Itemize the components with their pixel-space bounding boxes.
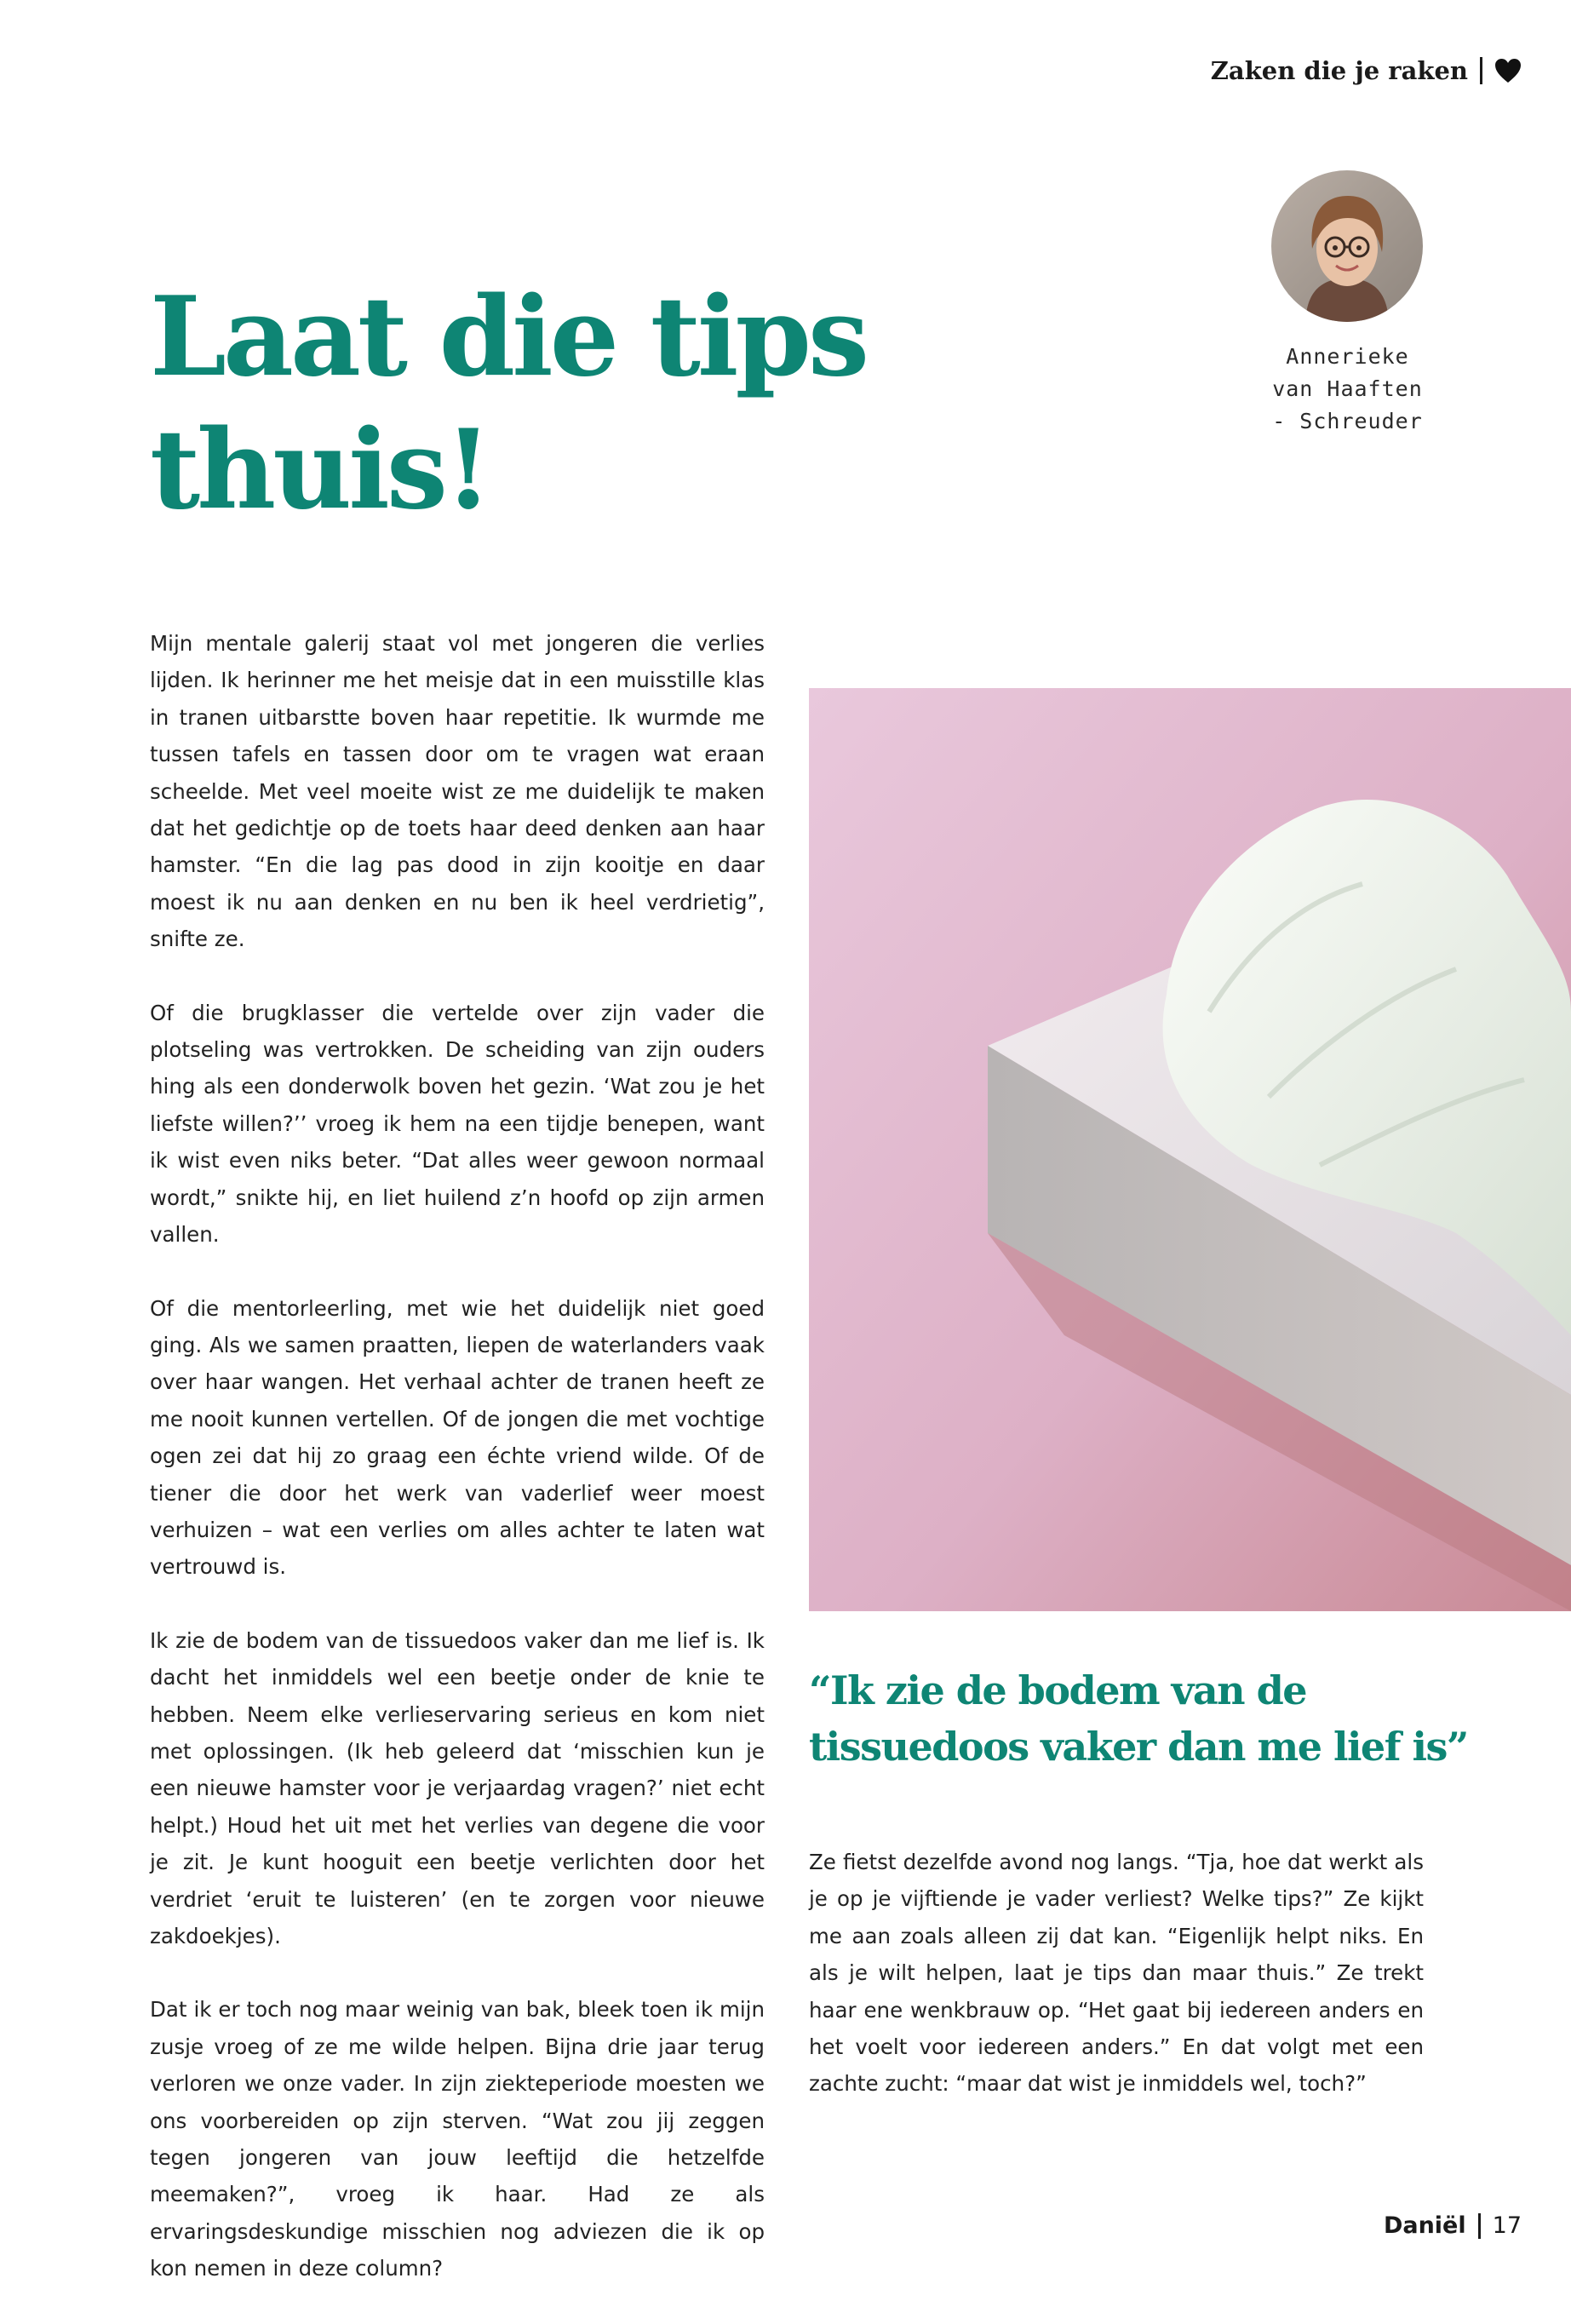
body-paragraph: Ze fietst dezelfde avond nog langs. “Tja, hoe dat werkt als je op je vijftiende je vader verliest? Welke tips?” Ze kijkt me aan zoals alleen zij dat kan. “Eigenlijk helpt niks. En als je wilt helpen, laat je tips dan maar thuis.” Ze trekt haar ene wenkbrauw op. “Het gaat bij iedereen anders en het voelt voor iedereen anders.” En dat volgt met een zachte zucht: “maar dat wist je inmiddels wel, toch?”	[809, 1850, 1424, 2097]
author-name	[1209, 341, 1486, 438]
body-paragraph: Dat ik er toch nog maar weinig van bak, bleek toen ik mijn zusje vroeg of ze me wilde helpen. Bijna drie jaar terug verloren we onze vader. In zijn ziekteperiode moesten we ons voorbereiden op zijn sterven. “Wat zou jij zeggen tegen jongeren van jouw leeftijd die hetzelfde meemaken?”, vroeg ik haar. Had ze als ervaringsdeskundige misschien nog adviezen die ik op kon nemen in deze column?	[150, 1997, 765, 2281]
section-rubric: Zaken die je raken	[1210, 56, 1468, 85]
body-paragraph: Of die mentorleerling, met wie het duidelijk niet goed ging. Als we samen praatten, liepen de waterlanders vaak over haar wangen. Het verhaal achter de tranen heeft ze me nooit kunnen vertellen. Of de jongen die met vochtige ogen zei dat hij zo graag een échte vriend wilde. Of de tiener die door het werk van vaderlief weer moest verhuizen – wat een verlies om alles achter te laten wat vertrouwd is.	[150, 1295, 765, 1580]
article-title	[150, 271, 866, 537]
author-name-line-3: - Schreuder	[1272, 409, 1423, 433]
title-line-2: thuis!	[150, 406, 490, 534]
article-body-right-column	[809, 1844, 1424, 2139]
tissue-box-photo	[809, 688, 1571, 1611]
heart-icon	[1494, 58, 1522, 83]
title-line-1: Laat die tips	[150, 273, 866, 401]
author-avatar	[1271, 170, 1423, 322]
magazine-name: Daniël	[1383, 2212, 1466, 2239]
section-header	[1211, 56, 1522, 85]
body-paragraph: Mijn mentale galerij staat vol met jongeren die verlies lijden. Ik herinner me het meisje dat in een muisstille klas in tranen uitbarstte boven haar repetitie. Ik wurmde me tussen tafels en tassen door om te vragen wat eraan scheelde. Met veel moeite wist ze me duidelijk te maken dat het gedichtje op de toets haar deed denken aan haar hamster. “En die lag pas dood in zijn kooitje en daar moest ik nu aan denken en nu ben ik heel verdrietig”, snifte ze.	[150, 631, 765, 952]
pull-quote-line-1: “Ik zie de bodem van de	[809, 1667, 1307, 1713]
footer-divider	[1478, 2213, 1481, 2239]
body-paragraph: Of die brugklasser die vertelde over zijn vader die plotseling was vertrokken. De scheiding van zijn ouders hing als een donderwolk boven het gezin. ‘Wat zou je het liefste willen?’’ vroeg ik hem na een tijdje benepen, want ik wist even niks beter. “Dat alles weer gewoon normaal wordt,” snikte hij, en liet huilend z’n hoofd op zijn armen vallen.	[150, 1000, 765, 1248]
pull-quote-line-2: tissuedoos vaker dan me lief is”	[809, 1724, 1468, 1770]
article-body-left-column	[150, 625, 765, 2324]
body-paragraph: Ik zie de bodem van de tissuedoos vaker dan me lief is. Ik dacht het inmiddels wel een beetje onder de knie te hebben. Neem elke verlieservaring serieus en kom niet met oplossingen. (Ik heb geleerd dat ‘misschien kun je een nieuwe hamster voor je verjaardag vragen?’ niet echt helpt.) Houd het uit met het verlies van degene die voor je zit. Je kunt hooguit een beetje verlichten door het verdriet ‘eruit te luisteren’ (en te zorgen voor nieuwe zakdoekjes).	[150, 1627, 765, 1948]
header-divider	[1480, 57, 1482, 84]
page-footer	[1384, 2212, 1522, 2239]
author-name-line-1: Annerieke	[1286, 344, 1409, 369]
pull-quote	[809, 1662, 1468, 1775]
page-number: 17	[1492, 2212, 1522, 2239]
author-name-line-2: van Haaften	[1272, 376, 1423, 401]
